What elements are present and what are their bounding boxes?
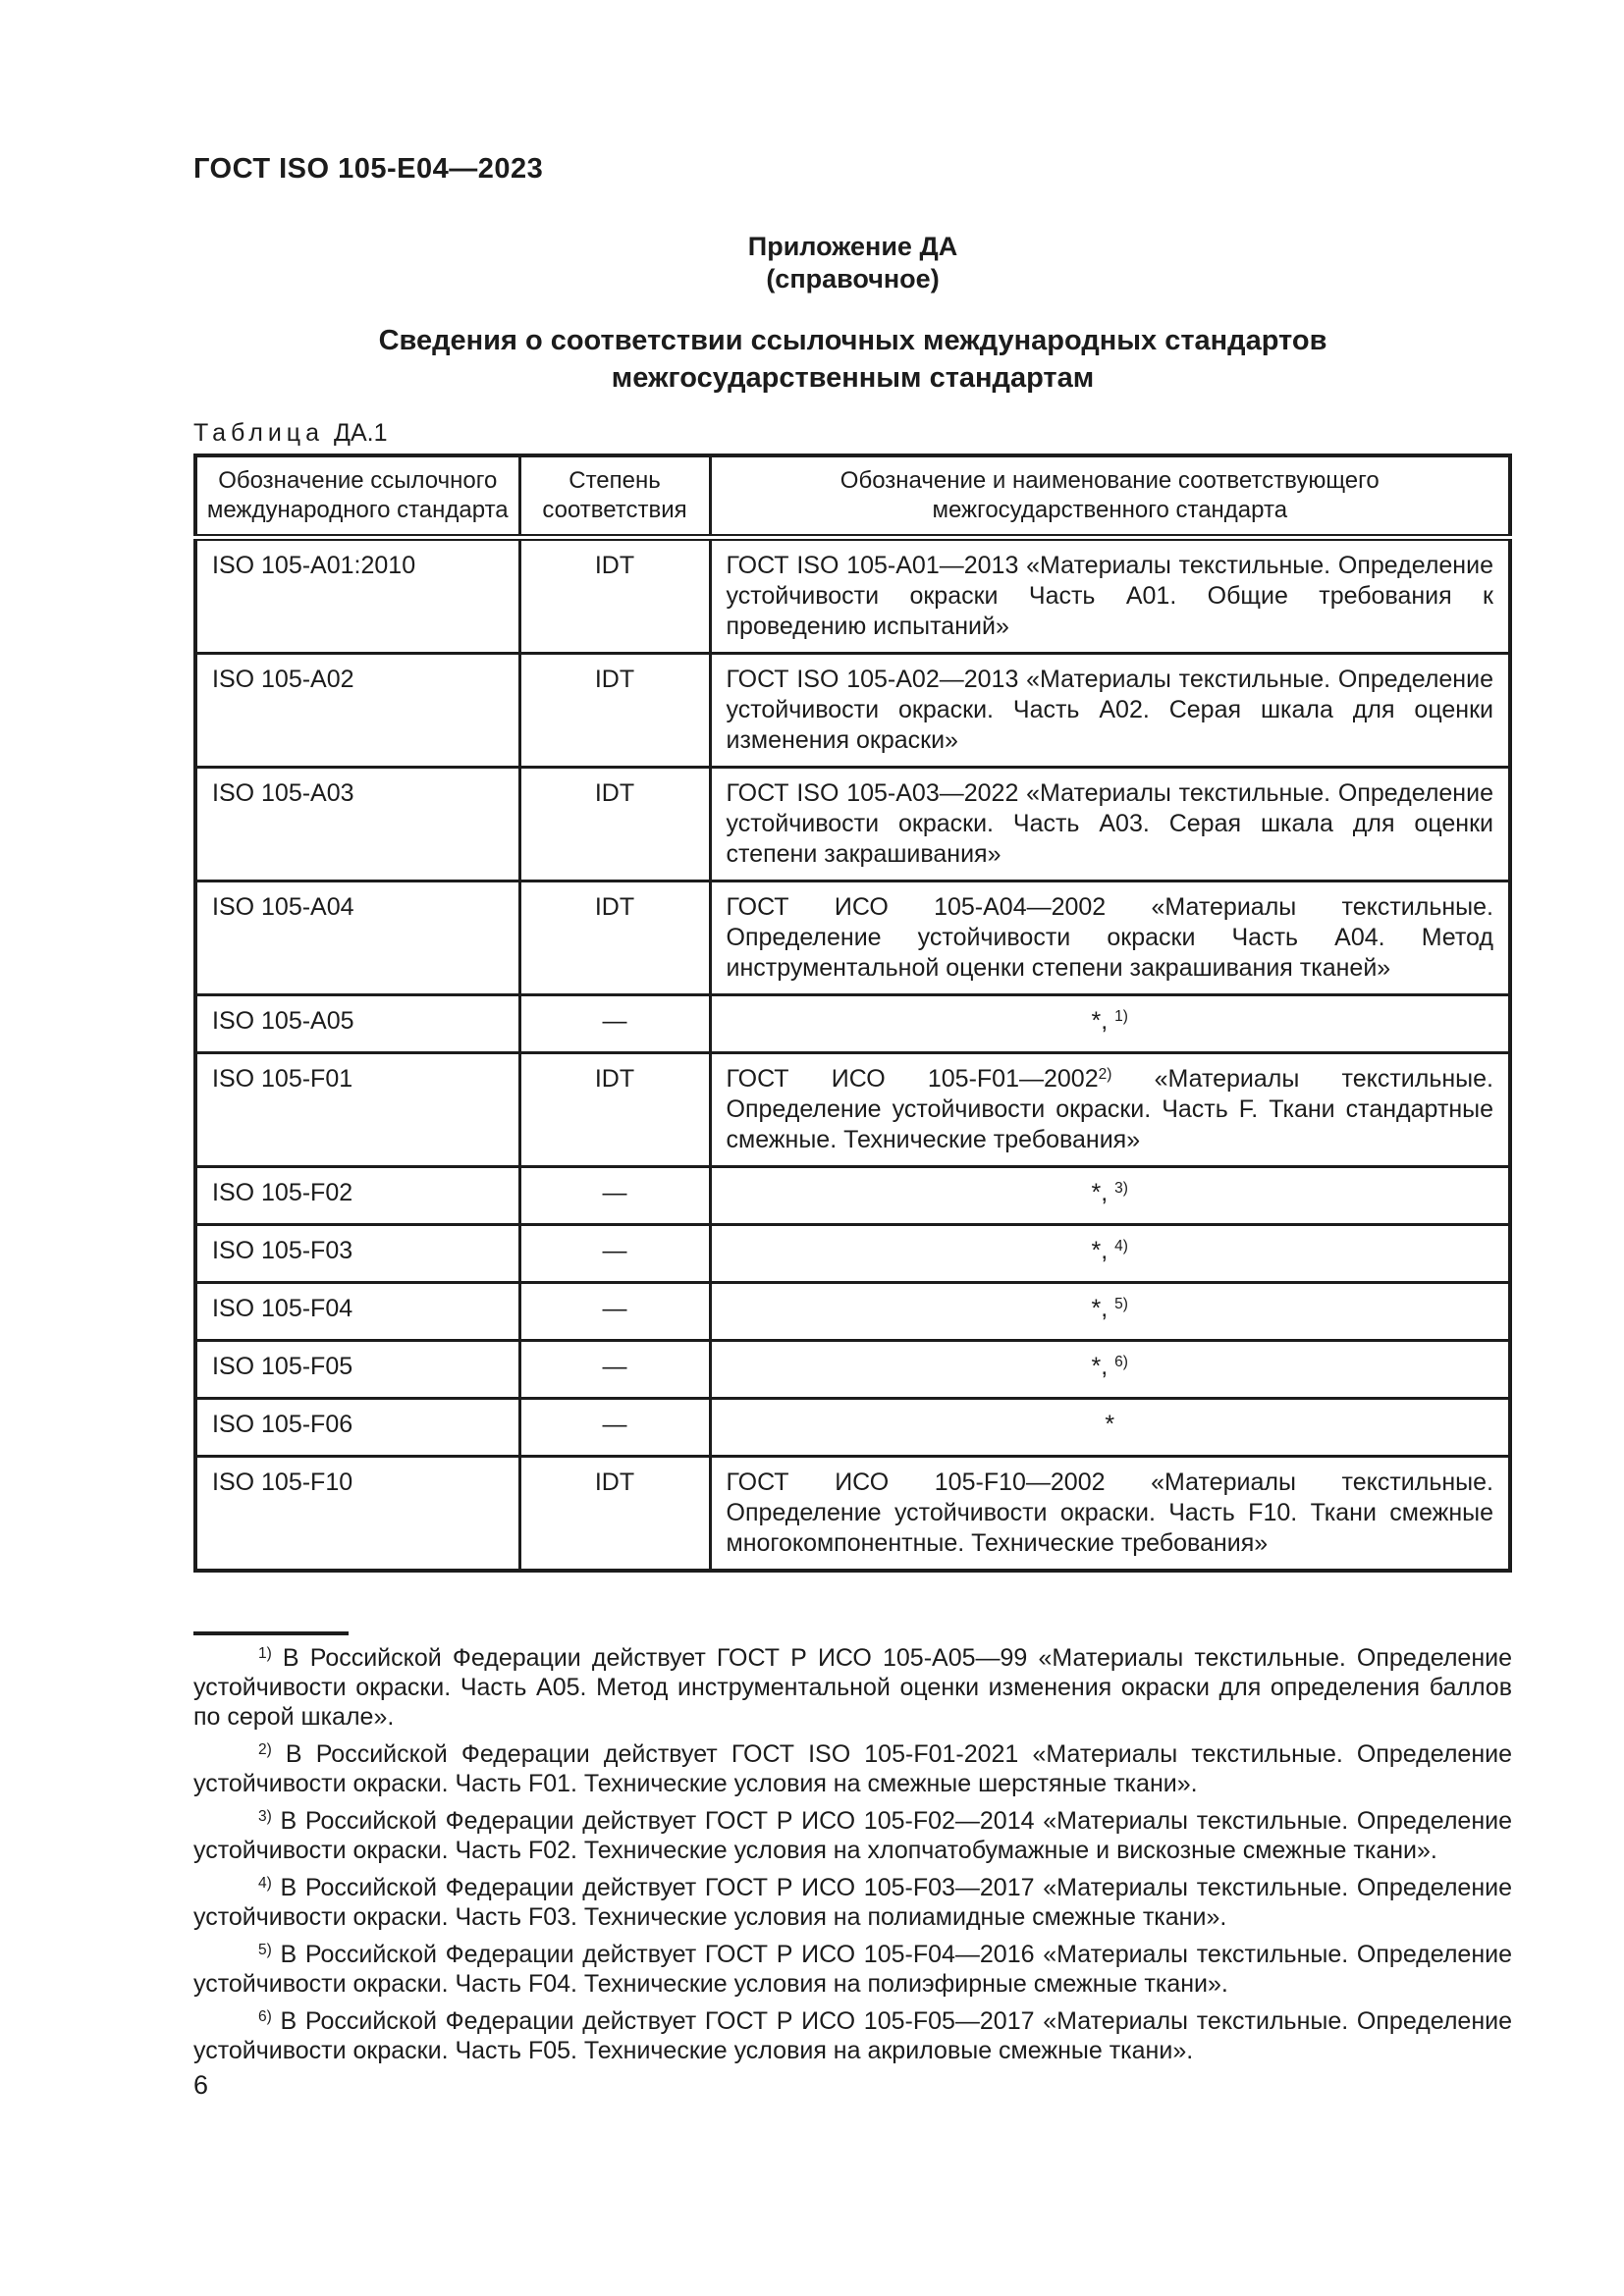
footnote: $^{6)}$ В Российской Федерации действует ГОСТ Р ИСО 105-F05—2017 «Материалы текстильные. Определение устойчивости окраски. Часть F05. Технические условия на акриловые смежные ткани». (193, 2007, 1512, 2064)
standard-cell: ISO 105-F01 (195, 1053, 519, 1167)
table-row (195, 995, 1510, 1053)
page-content (193, 0, 1512, 2065)
standard-cell: ISO 105-A02 (195, 654, 519, 768)
footnote-reference: 6) (1114, 1354, 1128, 1371)
table-row (195, 1399, 1510, 1457)
footnote: $^{5)}$ В Российской Федерации действует ГОСТ Р ИСО 105-F04—2016 «Материалы текстильные. Определение устойчивости окраски. Часть F04. Технические условия на полиэфирные смежные ткани». (193, 1941, 1512, 1998)
page-title-line2: межгосударственным стандартам (611, 362, 1095, 394)
column-header-standard: Обозначение ссылочного международного стандарта (195, 455, 519, 538)
column-header-degree: Степень соответствия (519, 455, 710, 538)
match-cell: * (710, 1399, 1510, 1457)
appendix-heading (193, 231, 1512, 295)
footnote-marker: 5) (258, 1942, 272, 1959)
footnote-marker: 1) (258, 1645, 272, 1663)
footnote-separator (193, 1631, 349, 1635)
match-cell: ГОСТ ISO 105-A02—2013 «Материалы текстильные. Определение устойчивости окраски. Часть А02. Серая шкала для оценки изменения окраски» (710, 654, 1510, 768)
appendix-kind: (справочное) (766, 264, 940, 294)
footnote-marker: 4) (258, 1875, 272, 1893)
table-row (195, 881, 1510, 995)
match-cell: *, $^{1)}$ (710, 995, 1510, 1053)
match-cell: ГОСТ ИСО 105-F01—2002$^{2)}$ «Материалы текстильные. Определение устойчивости окраски. Часть F. Ткани стандартные смежные. Технические требования» (710, 1053, 1510, 1167)
footnote: $^{1)}$ В Российской Федерации действует ГОСТ Р ИСО 105-А05—99 «Материалы текстильные. Определение устойчивости окраски. Часть А05. Метод инструментальной оценки изменения окраски для определения баллов по серой шкале». (193, 1644, 1512, 1731)
standard-cell: ISO 105-A05 (195, 995, 519, 1053)
degree-cell: — (519, 995, 710, 1053)
table-row (195, 1053, 1510, 1167)
appendix-label: Приложение ДА (747, 232, 958, 261)
footnote: $^{4)}$ В Российской Федерации действует ГОСТ Р ИСО 105-F03—2017 «Материалы текстильные. Определение устойчивости окраски. Часть F03. Технические условия на полиамидные смежные ткани». (193, 1874, 1512, 1931)
standard-cell: ISO 105-F04 (195, 1283, 519, 1341)
table-row (195, 1341, 1510, 1399)
page-title-line1: Сведения о соответствии ссылочных международных стандартов (378, 325, 1327, 356)
match-cell: *, $^{6)}$ (710, 1341, 1510, 1399)
table-row (195, 1457, 1510, 1572)
standard-cell: ISO 105-A04 (195, 881, 519, 995)
degree-cell: IDT (519, 538, 710, 654)
footnotes (193, 1643, 1512, 2065)
match-cell: ГОСТ ИСО 105-F10—2002 «Материалы текстильные. Определение устойчивости окраски. Часть F10. Ткани смежные многокомпонентные. Технические требования» (710, 1457, 1510, 1572)
table-body (195, 538, 1510, 1572)
running-header-doc-code: ГОСТ ISO 105-E04—2023 (193, 153, 544, 185)
match-cell: *, $^{5)}$ (710, 1283, 1510, 1341)
table-row (195, 1225, 1510, 1283)
footnote-reference: 2) (1098, 1066, 1112, 1084)
table-row (195, 654, 1510, 768)
footnote-marker: 3) (258, 1808, 272, 1826)
column-header-match: Обозначение и наименование соответствующего межгосударственного стандарта (710, 455, 1510, 538)
standard-cell: ISO 105-A03 (195, 768, 519, 881)
footnote: $^{2)}$ В Российской Федерации действует ГОСТ ISO 105-F01-2021 «Материалы текстильные. Определение устойчивости окраски. Часть F01. Технические условия на смежные шерстяные ткани». (193, 1740, 1512, 1797)
match-cell: ГОСТ ISO 105-A01—2013 «Материалы текстильные. Определение устойчивости окраски Часть А01. Общие требования к проведению испытаний» (710, 538, 1510, 654)
table-row (195, 768, 1510, 881)
degree-cell: — (519, 1399, 710, 1457)
footnote-marker: 6) (258, 2008, 272, 2026)
correspondence-table (193, 454, 1512, 1573)
footnote-reference: 1) (1114, 1008, 1128, 1026)
degree-cell: IDT (519, 1457, 710, 1572)
degree-cell: IDT (519, 768, 710, 881)
standard-cell: ISO 105-A01:2010 (195, 538, 519, 654)
footnote: $^{3)}$ В Российской Федерации действует ГОСТ Р ИСО 105-F02—2014 «Материалы текстильные. Определение устойчивости окраски. Часть F02. Технические условия на хлопчатобумажные и вискозные смежные ткани». (193, 1807, 1512, 1864)
footnote-marker: 2) (258, 1741, 272, 1759)
degree-cell: — (519, 1167, 710, 1225)
footnote-reference: 5) (1114, 1296, 1128, 1313)
standard-cell: ISO 105-F06 (195, 1399, 519, 1457)
table-caption-number: ДА.1 (334, 419, 388, 447)
table-header-row (195, 455, 1510, 538)
table-row (195, 1283, 1510, 1341)
standard-cell: ISO 105-F03 (195, 1225, 519, 1283)
standard-cell: ISO 105-F02 (195, 1167, 519, 1225)
degree-cell: IDT (519, 654, 710, 768)
standard-cell: ISO 105-F10 (195, 1457, 519, 1572)
degree-cell: — (519, 1283, 710, 1341)
table-row (195, 538, 1510, 654)
degree-cell: IDT (519, 881, 710, 995)
match-cell: *, $^{3)}$ (710, 1167, 1510, 1225)
footnote-reference: 4) (1114, 1238, 1128, 1255)
page-title (193, 322, 1512, 397)
match-cell: ГОСТ ISO 105-A03—2022 «Материалы текстильные. Определение устойчивости окраски. Часть А03. Серая шкала для оценки степени закрашивания» (710, 768, 1510, 881)
table-caption-word: Таблица (193, 419, 325, 447)
table-caption (193, 419, 1512, 448)
match-cell: *, $^{4)}$ (710, 1225, 1510, 1283)
match-cell: ГОСТ ИСО 105-А04—2002 «Материалы текстильные. Определение устойчивости окраски Часть А04. Метод инструментальной оценки степени закрашивания тканей» (710, 881, 1510, 995)
table-row (195, 1167, 1510, 1225)
degree-cell: IDT (519, 1053, 710, 1167)
page-number: 6 (193, 2070, 209, 2100)
degree-cell: — (519, 1341, 710, 1399)
degree-cell: — (519, 1225, 710, 1283)
footnote-reference: 3) (1114, 1180, 1128, 1198)
standard-cell: ISO 105-F05 (195, 1341, 519, 1399)
